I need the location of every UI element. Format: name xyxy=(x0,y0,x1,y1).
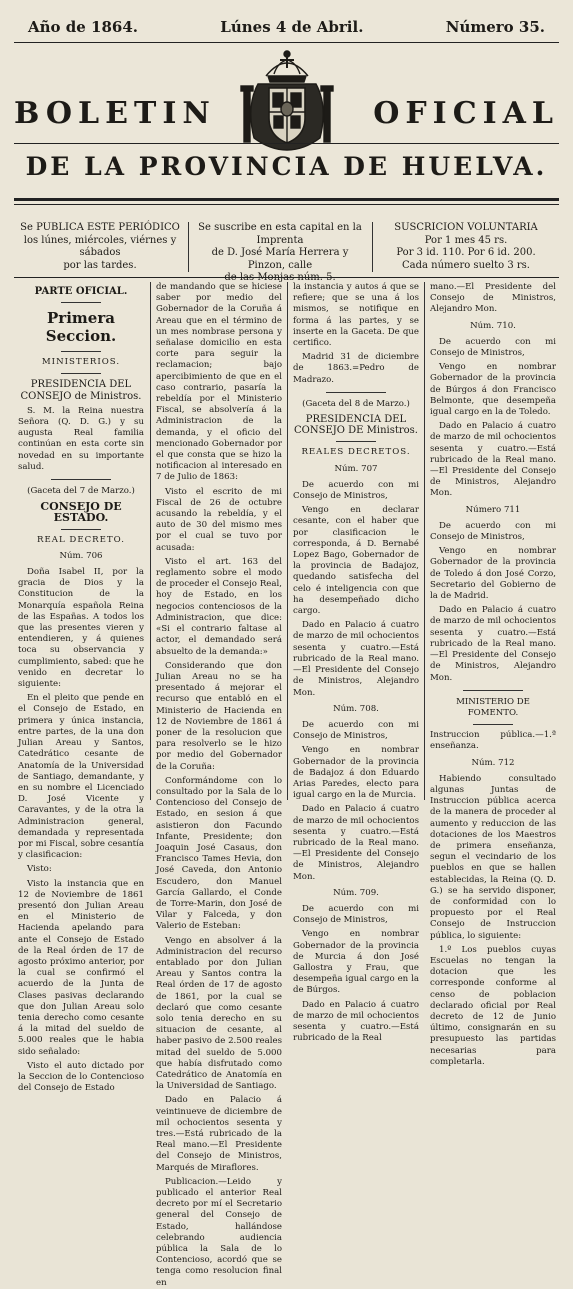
info-divider xyxy=(372,222,373,272)
issue-number: Número 35. xyxy=(445,18,545,36)
subtitle-rule-thin xyxy=(14,204,559,205)
paragraph: Visto: xyxy=(27,864,52,875)
info-middle-line: de las Monjas núm. 5. xyxy=(224,272,336,283)
short-rule xyxy=(336,441,376,442)
decree-number: Núm. 712 xyxy=(471,757,515,768)
paragraph: Dado en Palacio á cuatro de marzo de mil ochocientos sesenta y cuatro.—Está rubricado de la Real mano.—El Presidente del Consejo de Ministros, Alejandro Mon. xyxy=(293,804,419,882)
title-rule xyxy=(14,143,559,144)
column-divider xyxy=(424,282,425,800)
paragraph: Dado en Palacio á veintinueve de diciembre de mil ochocientos sesenta y tres.—Está rubricado de la Real mano.—El Presidente del Consejo de Ministros, Marqués de Miraflores. xyxy=(156,1095,282,1173)
info-right-line: Cada número suelto 3 rs. xyxy=(402,259,530,271)
column-divider xyxy=(150,282,151,800)
subtitle-rule-thick xyxy=(14,198,559,201)
paragraph: De acuerdo con mi Consejo de Ministros, xyxy=(293,479,419,502)
decree-number: Núm. 708. xyxy=(333,703,379,714)
masthead-title xyxy=(14,96,559,136)
paragraph: Vengo en nombrar Gobernador de la provincia de Búrgos á don Francisco Belmonte, que desempeña igual cargo en la de Toledo. xyxy=(430,362,556,418)
decree-number: Núm. 710. xyxy=(470,320,516,331)
instruction-heading: Instruccion pública.—1.ª enseñanza. xyxy=(430,730,556,752)
paragraph: Visto la instancia que en 12 de Noviembre de 1861 presentó don Julian Areau en el Ministerio de Hacienda apelando para ante el Consejo de Estado de la Real órden de 17 de agosto próximo anterior, por la cual se confirmó el acuerdo de la Junta de Clases pasivas declarando que don Julian Areau solo tenia derecho como cesante á la mitad del sueldo de 5.000 reales que le habia sido señalado: xyxy=(18,878,144,1057)
paragraph: Conformándome con lo consultado por la Sala de lo Contencioso del Consejo de Estado, en sesion á que asistieron don Facundo Infante, Presidente; don Joaquin José Casaus, don Francisco Tames Hevia, don José Caveda, don Antonio Escudero, don Manuel García Gallardo, el Conde de Torre-Marin, don José de Vilar y Falceda, y don Valerio de Esteban: xyxy=(156,775,282,932)
separator xyxy=(326,392,386,393)
paragraph: Vengo en absolver á la Administracion del recurso entablado por don Julian Areau y Santos contra la Real órden de 17 de agosto de 1861, por la cual se declaró que como cesante solo tenia derecho en su situacion de cesante, al haber pasivo de 2.500 reales mitad del sueldo de 5.000 que había disfrutado como Catedrático de Anatomía en la Universidad de Santiago. xyxy=(156,935,282,1092)
paragraph: Doña Isabel II, por la gracia de Dios y la Constitucion de la Monarquía española Reina de las Españas. A todos los que las presentes vieren y entendieren, y á quienes toca su observancia y cumplimiento, sabed: que he venido en decretar lo siguiente: xyxy=(18,567,144,690)
title-right: OFICIAL xyxy=(373,96,559,131)
council-heading: CONSEJO DE ESTADO. xyxy=(40,500,122,525)
info-middle-line: de D. José María Herrera y Pinzon, calle xyxy=(211,247,349,271)
article-column-3 xyxy=(293,282,419,1044)
decree-number: Núm. 706 xyxy=(59,550,103,561)
issue-header xyxy=(28,18,545,38)
info-left-line: los lúnes, miércoles, viérnes y sábados xyxy=(23,234,177,258)
paragraph: Vengo en nombrar Gobernador de la provincia de Toledo á don José Corzo, Secretario del Gobierno de la de Madrid. xyxy=(430,546,556,602)
part-heading: PARTE OFICIAL. xyxy=(34,286,128,297)
subscription-place xyxy=(192,222,368,283)
ministries-heading: MINISTERIOS. xyxy=(41,357,121,368)
paragraph: Considerando que don Julian Areau no se ha presentado á mejorar el recurso que entabló en el Ministerio de Hacienda en 12 de Noviembre de 1861 á poner de la resolucion que para resolverlo se le hizo por medio del Gobernador de la Coruña: xyxy=(156,660,282,772)
ministry-heading: MINISTERIO DE FOMENTO. xyxy=(456,696,530,718)
paragraph: De acuerdo con mi Consejo de Ministros, xyxy=(430,520,556,543)
paragraph: En el pleito que pende en el Consejo de Estado, en primera y única instancia, entre partes, de la una don Julian Areau y Santos, Catedrático cesante de Anatomía de la Universidad de Santiago, demandante, y en su nombre el Licenciado D. José Vicente y Caravantes, y de la otra la Administracion general, demandada y representada por mi Fiscal, sobre cesantía y clasificacion: xyxy=(18,693,144,861)
decrees-heading: REALES DECRETOS. xyxy=(301,447,411,458)
paragraph: Dado en Palacio á cuatro de marzo de mil ochocientos sesenta y cuatro.—Está rubricado de la Real xyxy=(293,999,419,1044)
paragraph: Dado en Palacio á cuatro de marzo de mil ochocientos sesenta y cuatro.—Está rubricado de la Real mano.—El Presidente del Consejo de Ministros, Alejandro Mon. xyxy=(430,605,556,683)
short-rule xyxy=(61,529,101,530)
paragraph: Dado en Palacio á cuatro de marzo de mil ochocientos sesenta y cuatro.—Está rubricado de la Real mano.—El Presidente del Consejo de Ministros, Alejandro Mon. xyxy=(430,421,556,499)
subscription-prices xyxy=(376,222,556,274)
short-rule xyxy=(61,351,101,352)
paragraph: Madrid 31 de diciembre de 1863.=Pedro de Madrazo. xyxy=(293,352,419,385)
paragraph: S. M. la Reina nuestra Señora (Q. D. G.) y su augusta Real familia continúan en esta corte sin novedad en su importante salud. xyxy=(18,405,144,472)
gazette-reference: (Gaceta del 8 de Marzo.) xyxy=(302,398,410,409)
column-divider xyxy=(287,282,288,800)
gazette-reference: (Gaceta del 7 de Marzo.) xyxy=(27,486,135,497)
info-left-line: por las tardes. xyxy=(63,259,137,271)
title-left: BOLETIN xyxy=(14,96,216,131)
paragraph: 1.º Los pueblos cuyas Escuelas no tengan la dotacion que les corresponde conforme al censo de poblacion declarado oficial por Real decreto de 12 de Junio último, consignarán en su presupuesto las partidas necesarias para completarla. xyxy=(430,944,556,1067)
paragraph: Visto el escrito de mi Fiscal de 26 de octubre acusando la rebeldía, y el auto de 30 del mismo mes por el cual se tuvo por acusada: xyxy=(156,486,282,553)
article-column-4 xyxy=(430,282,556,1067)
short-rule xyxy=(473,724,513,725)
paragraph: De acuerdo con mi Consejo de Ministros, xyxy=(293,719,419,742)
issue-date: Lúnes 4 de Abril. xyxy=(220,18,364,36)
paragraph: la instancia y autos á que se refiere; que se una á los mismos, se notifique en forma á las partes, y se inserte en la Gaceta. De que certifico. xyxy=(293,282,419,349)
decree-number: Núm. 707 xyxy=(334,463,378,474)
publication-info xyxy=(16,222,184,274)
masthead-subtitle: DE LA PROVINCIA DE HUELVA. xyxy=(25,152,548,181)
presidency-heading: PRESIDENCIA DEL CONSEJO de Ministros. xyxy=(20,379,142,402)
paragraph: Vengo en nombrar Gobernador de la provincia de Badajoz á don Eduardo Arias Paredes, electo para igual cargo en la de Murcia. xyxy=(293,745,419,801)
separator xyxy=(51,479,111,480)
issue-year: Año de 1864. xyxy=(28,18,138,36)
info-rule xyxy=(14,277,559,278)
header-rule xyxy=(14,42,559,43)
article-column-2 xyxy=(156,282,282,1288)
short-rule xyxy=(61,302,101,303)
decree-heading: REAL DECRETO. xyxy=(37,534,125,545)
info-divider xyxy=(188,222,189,272)
decree-number: Núm. 709. xyxy=(333,887,379,898)
article-column-1 xyxy=(18,282,144,1094)
paragraph: de mandando que se hiciese saber por medio del Gobernador de la Coruña á Areau que en el término de un mes nombrase persona y señalase domicilio en esta corte para seguir la reclamacion; bajo apercibimiento de que en el caso contrario, pasaría la rebeldía por el Ministerio Fiscal, se absolvería á la Administracion de la demanda, y el oficio del mencionado Gobernador por el que consta que se hizo la notificacion al interesado en 7 de Julio de 1863: xyxy=(156,282,282,483)
presidency-heading: PRESIDENCIA DEL CONSEJO DE Ministros. xyxy=(294,414,418,437)
short-rule xyxy=(61,373,101,374)
paragraph: Habiendo consultado algunas Juntas de Instruccion pública acerca de la manera de proceder al aumento y reduccion de las dotaciones de los Maestros de primera enseñanza, segun el vecindario de los pueblos en que se hallen establecidas, la Reina (Q. D. G.) se ha servido disponer, de conformidad con lo propuesto por el Real Consejo de Instruccion pública, lo siguiente: xyxy=(430,773,556,941)
info-right-line: Por 1 mes 45 rs. xyxy=(424,234,508,246)
paragraph: Dado en Palacio á cuatro de marzo de mil ochocientos sesenta y cuatro.—Está rubricado de la Real mano.—El Presidente del Consejo de Ministros, Alejandro Mon. xyxy=(293,620,419,698)
info-left-line: Se PUBLICA ESTE PERIÓDICO xyxy=(20,222,180,233)
paragraph: Publicacion.—Leido y publicado el anterior Real decreto por mí el Secretario general del Consejo de Estado, hallándose celebrando audiencia pública la Sala de lo Contencioso, acordó que se tenga como resolucion final en xyxy=(156,1176,282,1288)
paragraph: Visto el auto dictado por la Seccion de lo Contencioso del Consejo de Estado xyxy=(18,1060,144,1094)
decree-number: Número 711 xyxy=(465,504,521,515)
paragraph: mano.—El Presidente del Consejo de Ministros, Alejandro Mon. xyxy=(430,282,556,315)
info-right-line: SUSCRICION VOLUNTARIA xyxy=(394,222,538,233)
section-heading: Primera Seccion. xyxy=(45,309,117,346)
info-middle-line: Se suscribe en esta capital en la Imprenta xyxy=(198,222,362,246)
info-right-line: Por 3 id. 110. Por 6 id. 200. xyxy=(396,247,536,258)
paragraph: De acuerdo con mi Consejo de Ministros, xyxy=(430,336,556,359)
paragraph: De acuerdo con mi Consejo de Ministros, xyxy=(293,903,419,926)
paragraph: Vengo en declarar cesante, con el haber que por clasificacion le corresponda, á D. Bernabé Lopez Bago, Gobernador de la provincia de Badajoz, quedando satisfecha del celo é inteligencia con que ha desempeñado dicho cargo. xyxy=(293,505,419,617)
paragraph: Vengo en nombrar Gobernador de la provincia de Murcia á don José Gallostra y Frau, que desempeña igual cargo en la de Búrgos. xyxy=(293,929,419,996)
separator xyxy=(463,690,523,691)
paragraph: Visto el art. 163 del reglamento sobre el modo de proceder el Consejo Real, hoy de Estado, en los negocios contenciosos de la Administracion, que dice: «Si el contrario faltase al actor, el demandado será absuelto de la demanda:» xyxy=(156,556,282,657)
